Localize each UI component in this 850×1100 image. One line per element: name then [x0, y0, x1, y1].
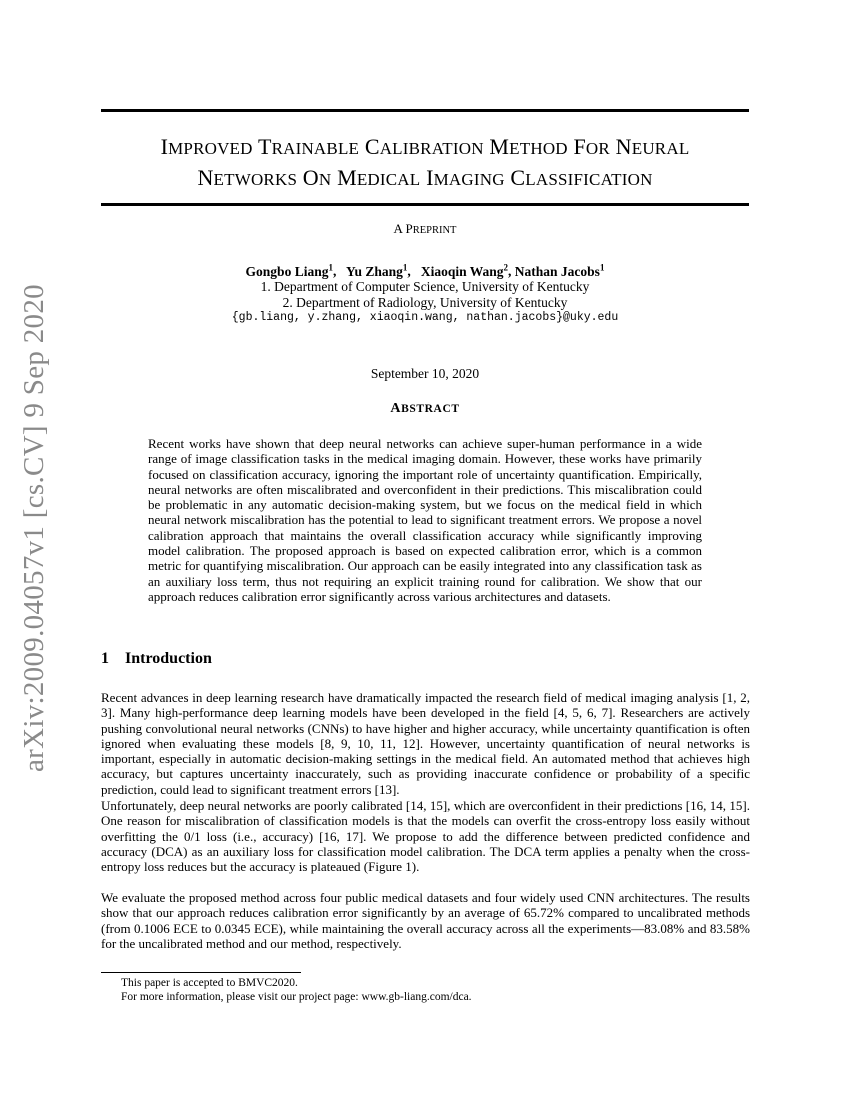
title-top-rule: [101, 109, 749, 112]
affiliation: 2. Department of Radiology, University of Kentucky: [282, 295, 568, 310]
author-emails: {gb.liang, y.zhang, xiaoqin.wang, nathan.jacobs}@uky.edu: [231, 311, 619, 324]
preprint-label: A PREPRINT: [393, 221, 457, 236]
footnote: For more information, please visit our project page: www.gb-liang.com/dca.: [121, 991, 472, 1003]
section-number: 1: [101, 650, 109, 667]
author: Gongbo Liang$^1$: [245, 262, 333, 279]
publication-date: September 10, 2020: [370, 366, 480, 381]
abstract-heading: ABSTRACT: [390, 401, 460, 416]
affiliation: 1. Department of Computer Science, University of Kentucky: [260, 279, 590, 294]
paragraph: We evaluate the proposed method across four public medical datasets and four widely used CNN architectures. The results show that our approach reduces calibration error significantly by an average of 65.72% compared to uncalibrated methods (from 0.1006 ECE to 0.0345 ECE), while maintaining the overall accuracy across all the experiments—83.08% and 83.58% for the uncalibrated method and our method, respectively.: [101, 890, 750, 951]
footnote: This paper is accepted to BMVC2020.: [121, 977, 298, 989]
arxiv-identifier: arXiv:2009.04057v1 [cs.CV] 9 Sep 2020: [18, 284, 50, 772]
abstract-text: Recent works have shown that deep neural networks can achieve super-human performance in a wide range of image classification tasks in the medical imaging domain. However, these works have primarily focused on classification accuracy, ignoring the important role of uncertainty quantification. Empirically, neural networks are often miscalibrated and overconfident in their predictions. This miscalibration could be problematic in any automatic decision-making system, but we focus on the medical field in which neural network miscalibration has the potential to lead to significant treatment errors. We propose a novel calibration approach that maintains the overall classification accuracy while significantly improving model calibration. The proposed approach is based on expected calibration error, which is a common metric for quantifying miscalibration. Our approach can be easily integrated into any classification task as an auxiliary loss term, thus not requiring an explicit training round for calibration. We show that our approach reduces calibration error significantly across various architectures and datasets.: [148, 436, 702, 604]
title-line-1: IMPROVED TRAINABLE CALIBRATION METHOD FOR NEURAL: [160, 134, 690, 159]
paragraph: Recent advances in deep learning research have dramatically impacted the research field of medical imaging analysis [1, 2, 3]. Many high-performance deep learning models have been developed in the field [4, 5, 6, 7]. Researchers are actively pushing convolutional neural networks (CNNs) to have higher and higher accuracy, while uncertainty quantification is often ignored when evaluating these models [8, 9, 10, 11, 12]. However, uncertainty quantification of neural networks is important, especially in automatic decision-making settings in the medical field. An automated method that achieves high accuracy, but captures uncertainty inaccurately, such as providing inaccurate confidence or probability of a specific prediction, could lead to significant treatment errors [13].: [101, 690, 750, 797]
section-heading: [101, 650, 212, 668]
section-title: Introduction: [125, 650, 212, 667]
author: Xiaoqin Wang$^2$: [420, 262, 509, 279]
author: Yu Zhang$^1$: [345, 262, 408, 279]
author: Nathan Jacobs$^1$: [514, 262, 605, 279]
author-list: Gongbo Liang$^1$, Yu Zhang$^1$, Xiaoqin Wang$^2$, Nathan Jacobs$^1$: [245, 262, 605, 279]
footnote-rule: [101, 972, 301, 973]
paper-title: [101, 132, 749, 194]
paragraph: Unfortunately, deep neural networks are poorly calibrated [14, 15], which are overconfident in their predictions [16, 14, 15]. One reason for miscalibration of classification models is that the models can overfit the cross-entropy loss easily without overfitting the 0/1 loss (i.e., accuracy) [16, 17]. We propose to add the difference between predicted confidence and accuracy (DCA) as an auxiliary loss for classification model calibration. The DCA term applies a penalty when the cross-entropy loss reduces but the accuracy is plateaued (Figure 1).: [101, 798, 750, 875]
title-line-2: NETWORKS ON MEDICAL IMAGING CLASSIFICATION: [197, 165, 653, 190]
title-bottom-rule: [101, 203, 749, 206]
